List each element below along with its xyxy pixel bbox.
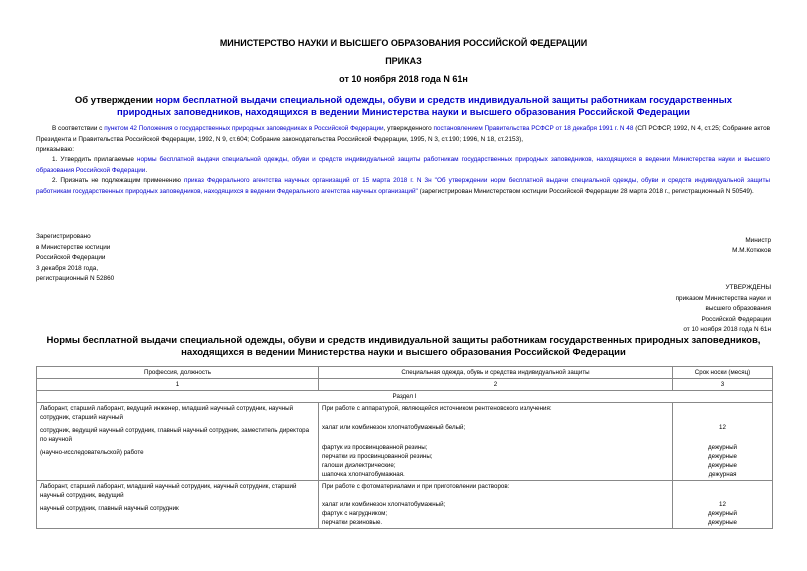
equipment-cell	[319, 403, 673, 481]
term-cell	[673, 403, 773, 481]
approval-line: УТВЕРЖДЕНЫ	[725, 284, 771, 291]
item2-link-order[interactable]: приказ Федерального агентства научных организаций от 15 марта 2018 г. N 3н "Об утверждении норм бесплатной выдачи специальной одежды, обуви и средств индивидуальной защиты работникам государственных природных заповедников, находящихся в ведении Федерального агентства научных организаций"	[36, 177, 771, 195]
profession-line: (научно-исследовательской) работе	[40, 449, 144, 456]
ministry-heading: МИНИСТЕРСТВО НАУКИ И ВЫСШЕГО ОБРАЗОВАНИЯ РОССИЙСКОЙ ФЕДЕРАЦИИ	[219, 38, 588, 48]
doc-type-heading: ПРИКАЗ	[385, 56, 422, 66]
item1-text-a: 1. Утвердить прилагаемые	[52, 156, 137, 163]
profession-line: Лаборант, старший лаборант, младший научный сотрудник, научный сотрудник, старший научный сотрудник, ведущий	[40, 483, 297, 499]
header-profession: Профессия, должность	[37, 367, 319, 379]
preamble-link-regulation[interactable]: пунктом 42 Положения о государственных природных заповедниках в Российской Федерации	[104, 125, 384, 132]
preamble-link-decree[interactable]: постановлением Правительства РСФСР от 18 декабря 1991 г. N 48	[433, 125, 634, 132]
item1-text-b: .	[145, 166, 148, 174]
profession-line: научный сотрудник, главный научный сотрудник	[40, 505, 179, 512]
table-section-row	[37, 391, 773, 403]
approval-line: приказом Министерства науки и	[675, 294, 771, 302]
item1-link-norms[interactable]: нормы бесплатной выдачи специальной одежды, обуви и средств индивидуальной защиты работникам государственных природных заповедников, находящихся в ведении Министерства науки и высшего образования Российской Федерации	[36, 156, 770, 174]
header-term: Срок носки (месяц)	[673, 367, 773, 379]
profession-line: Лаборант, старший лаборант, ведущий инженер, младший научный сотрудник, научный сотрудник, старший научный	[40, 405, 294, 421]
approval-line: от 10 ноября 2018 года N 61н	[683, 326, 771, 333]
approval-block	[676, 283, 771, 336]
registration-line: 3 декабря 2018 года,	[36, 264, 99, 272]
approval-line: Российской Федерации	[701, 315, 771, 323]
table-header-row	[37, 367, 773, 379]
norms-table	[36, 366, 773, 529]
equipment-item: шапочка хлопчатобумажная.	[322, 471, 405, 478]
equipment-item: перчатки резиновые.	[322, 519, 383, 526]
table-row	[37, 481, 773, 529]
equipment-cell	[319, 481, 673, 529]
term-value: дежурный	[708, 510, 737, 517]
paragraph-preamble	[36, 124, 770, 156]
column-number: 3	[673, 379, 773, 391]
registration-line: в Министерстве юстиции	[36, 243, 111, 251]
equipment-item: галоши диэлектрические;	[322, 462, 396, 469]
equipment-item: халат или комбинезон хлопчатобумажный белый;	[322, 424, 466, 431]
signature-name: М.М.Котюков	[732, 247, 771, 254]
registration-line: регистрационный N 52860	[36, 275, 115, 282]
equipment-item: перчатки из просвинцованной резины;	[322, 453, 433, 460]
registration-block	[36, 232, 114, 285]
term-value: дежурные	[708, 462, 737, 469]
term-value: дежурные	[708, 519, 737, 526]
order-title-link[interactable]: норм бесплатной выдачи специальной одежды, обуви и средств индивидуальной защиты работникам государственных природных заповедников, находящихся в ведении Министерства науки и высшего образования Российской Федерации	[117, 95, 733, 118]
column-number: 1	[37, 379, 319, 391]
term-value: дежурный	[708, 444, 737, 451]
table-number-row	[37, 379, 773, 391]
section-label: Раздел I	[37, 391, 773, 403]
paragraph-item-1	[36, 155, 770, 176]
header-equipment: Специальная одежда, обувь и средства индивидуальной защиты	[319, 367, 673, 379]
date-number-heading: от 10 ноября 2018 года N 61н	[339, 74, 468, 84]
equipment-item: фартук с нагрудником;	[322, 510, 388, 517]
profession-line: сотрудник, ведущий научный сотрудник, главный научный сотрудник, заместитель директора по научной	[40, 427, 310, 443]
profession-cell	[37, 481, 319, 529]
preamble-order-word: приказываю:	[36, 146, 74, 153]
approval-line: высшего образования	[705, 305, 771, 312]
condition-text: При работе с фотоматериалами и при приготовлении растворов:	[322, 483, 510, 490]
term-value: 12	[719, 501, 726, 508]
norms-title: Нормы бесплатной выдачи специальной одежды, обуви и средств индивидуальной защиты работникам государственных природных заповедников, находящихся в ведении Министерства науки и высшего образования Российской Федерации	[46, 335, 761, 358]
order-title-prefix: Об утверждении	[74, 95, 156, 106]
registration-line: Российской Федерации	[36, 254, 106, 261]
column-number: 2	[319, 379, 673, 391]
equipment-item: халат или комбинезон хлопчатобумажный;	[322, 501, 446, 508]
condition-text: При работе с аппаратурой, являющейся источником рентгеновского излучения:	[322, 405, 552, 412]
term-value: дежурные	[708, 453, 737, 460]
signature-position: Министр	[745, 237, 771, 244]
paragraph-item-2	[36, 176, 770, 197]
table-row	[37, 403, 773, 481]
profession-cell	[37, 403, 319, 481]
registration-line: Зарегистрировано	[36, 233, 91, 240]
item2-text-a: 2. Признать не подлежащим применению	[52, 177, 185, 184]
equipment-item: фартук из просвинцованной резины;	[322, 444, 428, 451]
preamble-text-b: , утвержденного	[383, 125, 434, 132]
term-cell	[673, 481, 773, 529]
preamble-text-c: (СП РСФСР, 1992, N 4, ст.25; Собрание актов Президента и Правительства Российской Федерации, 1992, N 9, ст.604; Собрание законодательства Российской Федерации, 1995, N 3, ст.190; 1996, N 18, ст.2153),	[36, 125, 771, 143]
term-value: 12	[719, 424, 726, 431]
term-value: дежурная	[708, 471, 737, 478]
order-title	[70, 95, 737, 119]
preamble-text-a: В соответствии с	[52, 125, 105, 132]
item2-text-b: (зарегистрирован Министерством юстиции Российской Федерации 28 марта 2018 г., регистрационный N 50549).	[417, 187, 754, 195]
